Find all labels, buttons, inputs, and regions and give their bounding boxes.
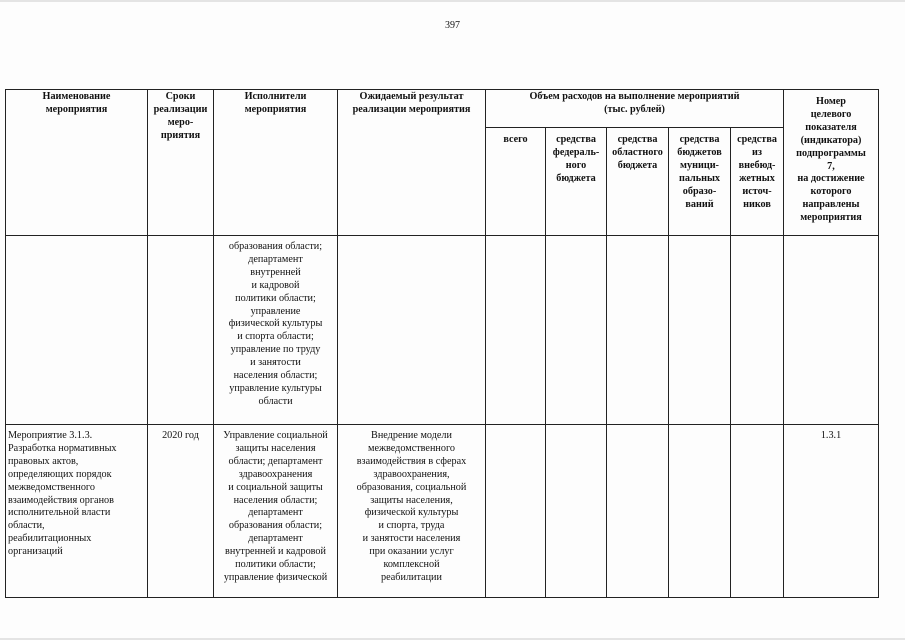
header-executors: Исполнители мероприятия <box>214 90 338 236</box>
row1-extrabudget <box>731 236 784 425</box>
subheader-federal: средства федераль- ного бюджета <box>546 128 607 236</box>
row2-municipal <box>669 425 731 598</box>
header-name: Наименование мероприятия <box>6 90 148 236</box>
subheader-extrabudget: средства из внебюд- жетных источ- ников <box>731 128 784 236</box>
row2-executors: Управление социальной защиты населения области; департамент здравоохранения и социальной защиты населения области; департамент образования области; департамент внутренней и кадровой политики области; управление физической <box>214 425 338 598</box>
table-row <box>6 236 879 425</box>
page-number: 397 <box>445 20 460 31</box>
header-indicator: Номер целевого показателя (индикатора) подпрограммы 7, на достижение которого направлены мероприятия <box>784 90 879 236</box>
row1-regional <box>607 236 669 425</box>
row2-terms: 2020 год <box>148 425 214 598</box>
row2-result: Внедрение модели межведомственного взаимодействия в сферах здравоохранения, образования, социальной защиты населения, физической культуры и спорта, труда и занятости населения при оказании услуг комплексной реабилитации <box>338 425 486 598</box>
header-expenses: Объем расходов на выполнение мероприятий (тыс. рублей) <box>486 90 784 128</box>
subheader-regional: средства областного бюджета <box>607 128 669 236</box>
row1-municipal <box>669 236 731 425</box>
row1-total <box>486 236 546 425</box>
row1-executors: образования области; департамент внутренней и кадровой политики области; управление физической культуры и спорта области; управление по труду и занятости населения области; управление культуры области <box>214 236 338 425</box>
row1-indicator <box>784 236 879 425</box>
header-terms: Сроки реализации меро- приятия <box>148 90 214 236</box>
row2-regional <box>607 425 669 598</box>
row1-terms <box>148 236 214 425</box>
row2-name: Мероприятие 3.1.3. Разработка нормативных правовых актов, определяющих порядок межведомственного взаимодействия органов исполнительной власти области, реабилитационных организаций <box>6 425 148 598</box>
header-row <box>6 90 879 128</box>
row2-federal <box>546 425 607 598</box>
row1-federal <box>546 236 607 425</box>
table-row <box>6 425 879 598</box>
top-edge <box>0 0 905 2</box>
subheader-total: всего <box>486 128 546 236</box>
row2-total <box>486 425 546 598</box>
row2-extrabudget <box>731 425 784 598</box>
measures-table <box>5 89 879 598</box>
subheader-municipal: средства бюджетов муници- пальных образо- ваний <box>669 128 731 236</box>
row1-result <box>338 236 486 425</box>
row2-indicator: 1.3.1 <box>784 425 879 598</box>
row1-name <box>6 236 148 425</box>
header-result: Ожидаемый результат реализации мероприятия <box>338 90 486 236</box>
